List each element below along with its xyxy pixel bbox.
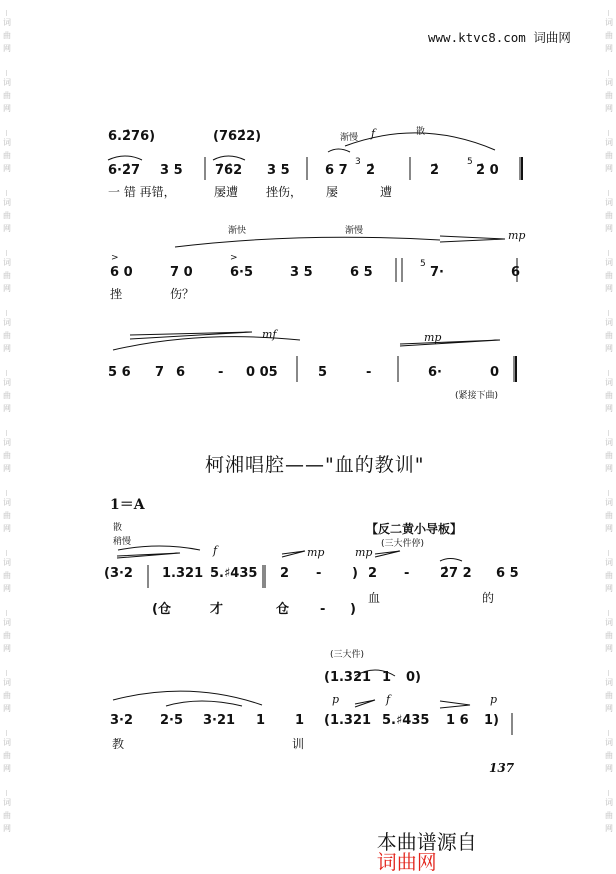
footer-prefix: 本曲谱源自 bbox=[376, 830, 477, 854]
row4-perc-1: (仓 bbox=[152, 602, 171, 617]
watermark-char: 词 bbox=[3, 18, 11, 27]
watermark-char: 曲 bbox=[3, 571, 11, 580]
row5-top-note-3: 0) bbox=[406, 670, 421, 685]
row3-note-9: 0 bbox=[490, 365, 500, 380]
watermark-char: 网 bbox=[3, 104, 11, 113]
watermark-char: 词 bbox=[605, 738, 613, 747]
watermark-char: 网 bbox=[3, 524, 11, 533]
site-name: 词曲网 bbox=[533, 30, 571, 45]
watermark-char: 网 bbox=[605, 764, 613, 773]
row4-dynamic-f: f bbox=[213, 544, 218, 557]
row1-note-6: 2̇ bbox=[366, 163, 376, 178]
row5-note-7: 5.♯435 bbox=[382, 713, 430, 728]
watermark-char: 曲 bbox=[3, 691, 11, 700]
watermark-char: 网 bbox=[605, 704, 613, 713]
row1-lyric-3: 挫伤， bbox=[266, 185, 303, 199]
watermark-char: 网 bbox=[3, 464, 11, 473]
watermark-char: 网 bbox=[605, 824, 613, 833]
watermark-char: 网 bbox=[3, 764, 11, 773]
watermark-char: 曲 bbox=[605, 811, 613, 820]
footer-source bbox=[364, 812, 477, 872]
watermark-char: 网 bbox=[605, 344, 613, 353]
row2-note-3: 6·5 bbox=[230, 265, 254, 280]
watermark-char: 网 bbox=[605, 644, 613, 653]
watermark-char: 网 bbox=[605, 584, 613, 593]
row4-note-10: 6 5 bbox=[496, 566, 519, 581]
row5-dynamic-p-2: p bbox=[490, 693, 498, 706]
watermark-char: 曲 bbox=[605, 391, 613, 400]
row5-note-9: 1) bbox=[484, 713, 499, 728]
row4-note-8: - bbox=[404, 566, 410, 581]
row4-note-7: 2 bbox=[368, 566, 378, 581]
watermark-char: 网 bbox=[3, 584, 11, 593]
row3-note-5: 0 05 bbox=[246, 365, 278, 380]
watermark-char: 词 bbox=[3, 378, 11, 387]
row2-note-7: 6 bbox=[511, 265, 521, 280]
watermark-char: 曲 bbox=[3, 811, 11, 820]
watermark-char: 曲 bbox=[605, 511, 613, 520]
row4-sub-label: (三大件停) bbox=[381, 539, 425, 549]
row5-note-2: 2·5 bbox=[160, 713, 184, 728]
watermark-char: 网 bbox=[3, 344, 11, 353]
watermark-char: 曲 bbox=[605, 91, 613, 100]
watermark-char: 词 bbox=[3, 738, 11, 747]
watermark-char: 网 bbox=[605, 224, 613, 233]
watermark-char: 网 bbox=[3, 224, 11, 233]
watermark-char: 词 bbox=[3, 498, 11, 507]
watermark-char: 词 bbox=[605, 378, 613, 387]
row5-top-note-1: (1.321 bbox=[324, 670, 372, 685]
row1-top-b: (762̇2) bbox=[213, 129, 262, 144]
row2-grace: 5 bbox=[420, 259, 426, 269]
watermark-char: 曲 bbox=[3, 211, 11, 220]
row4-note-5: - bbox=[316, 566, 322, 581]
row1-note-7: 2̇ bbox=[430, 163, 440, 178]
row1-tempo: 渐慢 bbox=[340, 133, 359, 143]
watermark-char: 词 bbox=[3, 198, 11, 207]
row5-note-1: 3·2 bbox=[110, 713, 134, 728]
row4-perc-2: 才 bbox=[210, 602, 224, 617]
row4-mark-san: 散 bbox=[113, 523, 123, 533]
row1-san-mark: 散 bbox=[416, 127, 426, 137]
watermark-char: 网 bbox=[605, 464, 613, 473]
watermark-char: 词 bbox=[605, 138, 613, 147]
row5-dynamic-f: f bbox=[386, 693, 391, 706]
watermark-char: 曲 bbox=[605, 571, 613, 580]
row5-note-6: (1.321 bbox=[324, 713, 372, 728]
row1-lyric-4: 屡 bbox=[326, 185, 339, 199]
row4-perc-4: - bbox=[320, 602, 326, 617]
watermark-char: 网 bbox=[3, 704, 11, 713]
row5-note-5: 1 bbox=[295, 713, 305, 728]
watermark-char: 词 bbox=[3, 138, 11, 147]
row5-note-8: 1 6 bbox=[446, 713, 469, 728]
watermark-char: 网 bbox=[3, 284, 11, 293]
watermark-char: 网 bbox=[3, 824, 11, 833]
watermark-char: 网 bbox=[3, 44, 11, 53]
site-url: www.ktvc8.com bbox=[428, 30, 526, 45]
row1-dynamic: f bbox=[371, 127, 376, 140]
row4-perc-3: 仓 bbox=[276, 602, 290, 617]
row2-tempo-2: 渐慢 bbox=[345, 226, 364, 236]
row2-accent-2: > bbox=[230, 253, 238, 263]
row1-grace-2: 5 bbox=[467, 157, 473, 167]
key-signature: 1＝A bbox=[110, 497, 145, 513]
watermark-char: 曲 bbox=[605, 211, 613, 220]
watermark-char: 曲 bbox=[3, 511, 11, 520]
watermark-char: 词 bbox=[605, 678, 613, 687]
watermark-char: 词 bbox=[605, 18, 613, 27]
watermark-char: 网 bbox=[605, 44, 613, 53]
row3-transition-note: (紧接下曲) bbox=[455, 391, 499, 401]
row4-dynamic-mp-1: mp bbox=[307, 546, 325, 559]
row3-note-2: 7 bbox=[155, 365, 165, 380]
row4-note-4: 2 bbox=[280, 566, 290, 581]
row3-note-6: 5 bbox=[318, 365, 328, 380]
row4-mark-slow: 稍慢 bbox=[113, 537, 132, 547]
watermark-char: 词 bbox=[605, 438, 613, 447]
row4-bracket-label: 【反二黄小导板】 bbox=[366, 522, 463, 536]
watermark-char: 词 bbox=[3, 558, 11, 567]
watermark-char: 词 bbox=[3, 678, 11, 687]
watermark-char: 曲 bbox=[605, 751, 613, 760]
watermark-char: 网 bbox=[3, 404, 11, 413]
watermark-char: 词 bbox=[3, 438, 11, 447]
watermark-char: 曲 bbox=[605, 31, 613, 40]
row3-note-8: 6· bbox=[428, 365, 442, 380]
row4-perc-5: ) bbox=[350, 602, 356, 617]
watermark-char: 网 bbox=[605, 524, 613, 533]
row4-note-6: ) bbox=[352, 566, 358, 581]
watermark-char: 词 bbox=[3, 78, 11, 87]
watermark-char: 曲 bbox=[3, 391, 11, 400]
row2-tempo-1: 渐快 bbox=[228, 226, 247, 236]
song-title: 柯湘唱腔——"血的教训" bbox=[205, 454, 425, 476]
watermark-char: 网 bbox=[605, 284, 613, 293]
row3-dynamic-mf: mf bbox=[262, 328, 277, 341]
row4-lyric-1: 血 bbox=[368, 591, 381, 605]
row1-note-1: 6·2̇7 bbox=[108, 163, 141, 178]
watermark-char: 曲 bbox=[605, 331, 613, 340]
row3-dynamic-mp: mp bbox=[424, 331, 442, 344]
watermark-char: 曲 bbox=[3, 271, 11, 280]
watermark-char: 曲 bbox=[3, 331, 11, 340]
row5-note-3: 3·21 bbox=[203, 713, 236, 728]
row1-note-2: 3 5 bbox=[160, 163, 183, 178]
row1-note-4: 3 5 bbox=[267, 163, 290, 178]
row2-dynamic: mp bbox=[508, 229, 526, 242]
row5-instrument-label: (三大件) bbox=[330, 650, 365, 660]
watermark-char: 曲 bbox=[605, 451, 613, 460]
row3-note-3: 6 bbox=[176, 365, 186, 380]
row5-lyric-2: 训 bbox=[292, 737, 305, 751]
watermark-char: 词 bbox=[605, 798, 613, 807]
watermark-char: 网 bbox=[605, 164, 613, 173]
row2-note-1: 6 0 bbox=[110, 265, 133, 280]
row3-note-4: - bbox=[218, 365, 224, 380]
watermark-char: 词 bbox=[3, 318, 11, 327]
row1-top-a: 6.2̇76) bbox=[108, 129, 156, 144]
row2-lyric-2: 伤？ bbox=[170, 287, 195, 301]
row2-note-5: 6 5 bbox=[350, 265, 373, 280]
row5-dynamic-p-1: p bbox=[332, 693, 340, 706]
page-number: 137 bbox=[489, 761, 515, 775]
row5-top-note-2: 1 bbox=[382, 670, 392, 685]
row1-note-5: 6 7 bbox=[325, 163, 348, 178]
row5-lyric-1: 教 bbox=[112, 737, 125, 751]
row1-grace-1: 3 bbox=[355, 157, 361, 167]
watermark-char: 词 bbox=[3, 798, 11, 807]
footer-site-link[interactable]: 词曲网 bbox=[376, 850, 437, 874]
watermark-char: 曲 bbox=[3, 451, 11, 460]
watermark-char: 词 bbox=[605, 258, 613, 267]
watermark-char: 网 bbox=[3, 644, 11, 653]
watermark-char: 曲 bbox=[3, 751, 11, 760]
watermark-char: 词 bbox=[605, 198, 613, 207]
watermark-char: 词 bbox=[605, 618, 613, 627]
watermark-char: 词 bbox=[605, 78, 613, 87]
watermark-char: 词 bbox=[3, 258, 11, 267]
row4-lyric-2: 的 bbox=[482, 591, 495, 605]
watermark-char: 曲 bbox=[605, 691, 613, 700]
row2-accent-1: > bbox=[111, 253, 119, 263]
watermark-char: 曲 bbox=[3, 151, 11, 160]
row4-dynamic-mp-2: mp bbox=[355, 546, 373, 559]
row2-note-4: 3 5 bbox=[290, 265, 313, 280]
row1-lyric-5: 遭 bbox=[380, 185, 393, 199]
row2-note-2: 7 0 bbox=[170, 265, 193, 280]
row1-note-3: 7̇6̇2 bbox=[215, 163, 243, 178]
watermark-char: 曲 bbox=[3, 631, 11, 640]
watermark-char: 曲 bbox=[3, 91, 11, 100]
watermark-char: 曲 bbox=[605, 151, 613, 160]
watermark-char: 词 bbox=[3, 618, 11, 627]
watermark-char: 曲 bbox=[605, 631, 613, 640]
row3-note-1: 5 6 bbox=[108, 365, 131, 380]
row3-note-7: - bbox=[366, 365, 372, 380]
watermark-char: 曲 bbox=[605, 271, 613, 280]
row1-lyric-1: 一 错 再错， bbox=[108, 185, 176, 199]
watermark-char: 词 bbox=[605, 318, 613, 327]
watermark-char: 网 bbox=[3, 164, 11, 173]
row4-note-2: 1.321 bbox=[162, 566, 204, 581]
row4-note-1: (3·2 bbox=[104, 566, 133, 581]
row2-note-6: 7· bbox=[430, 265, 444, 280]
watermark-char: 曲 bbox=[3, 31, 11, 40]
row1-note-8: 2̇ 0 bbox=[476, 163, 499, 178]
watermark-char: 网 bbox=[605, 104, 613, 113]
watermark-char: 词 bbox=[605, 498, 613, 507]
row2-lyric-1: 挫 bbox=[110, 287, 123, 301]
watermark-char: 网 bbox=[605, 404, 613, 413]
row4-note-9: 2̇7 2 bbox=[440, 566, 472, 581]
row5-note-4: 1 bbox=[256, 713, 266, 728]
row1-lyric-2: 屡遭 bbox=[214, 185, 239, 199]
watermark-char: 词 bbox=[605, 558, 613, 567]
row4-note-3: 5.♯435 bbox=[210, 566, 258, 581]
